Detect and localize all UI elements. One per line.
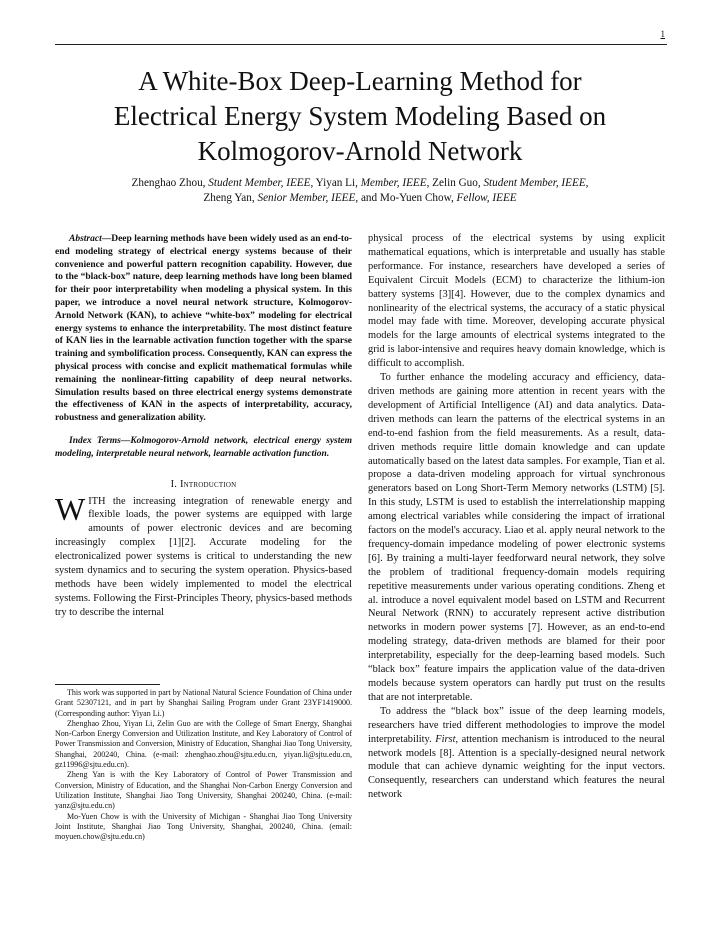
abstract-text: —Deep learning methods have been widely used as an end-to-end modeling strategy of electrical energy systems because of their convenience and powerful pattern recognition capability. However, due to the “black-box” nature, deep learning methods have long been blamed for their poor interpretability when modeling a physical system. In this paper, we introduce a novel neural network structure, Kolmogorov-Arnold Network (KAN), to achieve “white-box” modeling for electrical energy systems to enhance the interpretability. The most distinct feature of KAN lies in the learnable activation function together with the sparse training and symbolification process. Consequently, KAN can express the physical process with concise and explicit mathematical formulas while remaining the nonlinear-fitting capability of deep neural networks. Simulation results based on three electrical energy systems demonstrate the effectiveness of KAN in the aspects of interpretability, accuracy, robustness and generalization ability. (55, 234, 352, 424)
author-line-2 (50, 191, 670, 206)
author-name: , and Mo-Yuen Chow, (355, 192, 457, 204)
footnote-affiliation-1: Zhenghao Zhou, Yiyan Li, Zelin Guo are with the College of Smart Energy, Shanghai Non-Carbon Energy Conversion and Utilization Institute, and Key Laboratory of Control of Power Transmission and Conversion, Ministry of Education, Shanghai Jiao Tong University, Shanghai, 200240, China. (e-mail: zhenghao.zhou@sjtu.edu.cn, yiyan.li@sjtu.edu.cn, gz11996@sjtu.edu.cn). (55, 718, 352, 770)
author-name: Zheng Yan, (203, 192, 258, 204)
intro-paragraph-1 (55, 490, 352, 620)
paragraph-black-box (368, 705, 665, 802)
title-line-1: A White-Box Deep-Learning Method for (138, 66, 582, 96)
paragraph-text: To address the “black box” issue of the deep learning models, researchers have tried different methodologies to improve the model interpretability. (368, 705, 665, 745)
paragraph-text: , attention mechanism is introduced to the neural network models [8]. Attention is a specially-designed neural network module that can achieve dynamic weighting for the input vectors. Consequently, researchers can understand which features the neural network (368, 733, 666, 801)
abstract (55, 233, 352, 425)
author-separator: , (585, 177, 589, 189)
section-heading-introduction (55, 479, 352, 490)
section-title: Introduction (179, 478, 237, 490)
drop-cap: W (55, 490, 86, 527)
intro-text: the increasing integration of renewable energy and flexible loads, the power systems are equipped with large amounts of power electronic devices and are becoming increasingly complex [1][2]. Accurate modeling for the electronicalized power systems is critical to understanding the new system dynamics and to securing the system operation. Physics-based methods have been widely implemented to model the electrical systems. Following the First-Principles Theory, physics-based methods try to describe the internal (55, 495, 352, 618)
author-role: Member, IEEE (360, 177, 427, 189)
title-line-3: Kolmogorov-Arnold Network (197, 136, 523, 166)
author-list (50, 176, 670, 206)
author-name: , Zelin Guo, (426, 177, 484, 189)
author-name: , Yiyan Li, (310, 177, 361, 189)
footnote-affiliation-3: Mo-Yuen Chow is with the University of Michigan - Shanghai Jiao Tong University Joint Institute, Shanghai Jiao Tong University, Shanghai, 200240, China. (email: moyuen.chow@sjtu.edu.cn) (55, 811, 352, 842)
abstract-heading: Abstract (69, 234, 102, 244)
author-line-1 (50, 176, 670, 191)
footnote-affiliation-2: Zheng Yan is with the Key Laboratory of Control of Power Transmission and Conversion, Ministry of Education, and the Shanghai Non-Carbon Energy Conversion and Utilization Institute, Shanghai Jiao Tong University, Shanghai 200240, China. (e-mail: yanz@sjtu.edu.cn) (55, 770, 352, 811)
paragraph-data-driven: To further enhance the modeling accuracy and efficiency, data-driven methods are gaining more attention in recent years with the development of Artificial Intelligence (AI) and data analytics. Data-driven methods can learn the patterns of the electrical systems in an end-to-end fashion from the field measurements. As a result, data-driven methods require little domain knowledge and can update automatically based on the latest data samples. For example, Tian et al. propose a data-driven modeling approach for virtual synchronous generators based on Long Short-Term Memory networks (LSTM) [5]. In this study, LSTM is used to establish the interrelationship mapping among electrical variables while considering the impact of irrational factors on the model's accuracy. Liao et al. apply neural network to the frequency-domain impedance modeling of power electronic systems [6]. By training a multi-layer feedforward neural network, they solve the problem of traditional frequency-domain models requiring repetitive measurements under various operating conditions. Zheng et al. introduce a novel equivalent model based on LSTM and Recurrent Neural Network (RNN) to accurately represent active distribution networks in modern power systems [7]. However, as an end-to-end modeling strategy, data-driven methods are blamed for their poor interpretability, especially for the deep-learning based models. Such “black box” feature impairs the application value of the data-driven models because system operators can hardly put trust on the results that are not interpretable. (368, 372, 665, 703)
right-column-text (368, 232, 665, 802)
first-word-rest: ITH (88, 495, 106, 507)
author-role: Student Member, IEEE (208, 177, 311, 189)
right-column (368, 232, 665, 802)
footnotes (55, 688, 352, 842)
page-number: 1 (660, 29, 665, 39)
emphasis-first: First (435, 733, 456, 745)
section-number: I. (170, 478, 180, 490)
index-terms: Index Terms—Kolmogorov-Arnold network, electrical energy system modeling, interpretable neural network, learnable activation function. (55, 435, 352, 459)
footnote-rule (55, 684, 160, 685)
author-role: Senior Member, IEEE (257, 192, 356, 204)
author-name: Zhenghao Zhou, (131, 177, 209, 189)
left-column (55, 233, 352, 620)
author-role: Student Member, IEEE (483, 177, 586, 189)
paper-title (60, 64, 660, 169)
paragraph-physics-based: physical process of the electrical systems by using explicit mathematical equations, which is interpretable and usually has stable performance. For instance, researchers have developed a series of Equivalent Circuit Models (ECM) to characterize the lithium-ion battery systems [3][4]. However, due to the complex dynamics and nonlinearity of the electrical systems, the accuracy of a static physical model may fade with time. Moreover, developing accurate physical models for the large amounts of electrical systems integrated to the grid is labor-intensive and requires heavy domain knowledge, which is difficult to accomplish. (368, 233, 665, 370)
author-role: Fellow, IEEE (456, 192, 517, 204)
title-line-2: Electrical Energy System Modeling Based on (113, 101, 607, 131)
footnote-funding: This work was supported in part by National Natural Science Foundation of China under Grant 52307121, and in part by Shanghai Sailing Program under Grant 23YF1419000. (Corresponding author: Yiyan Li.) (55, 688, 352, 718)
header-rule (55, 44, 667, 45)
